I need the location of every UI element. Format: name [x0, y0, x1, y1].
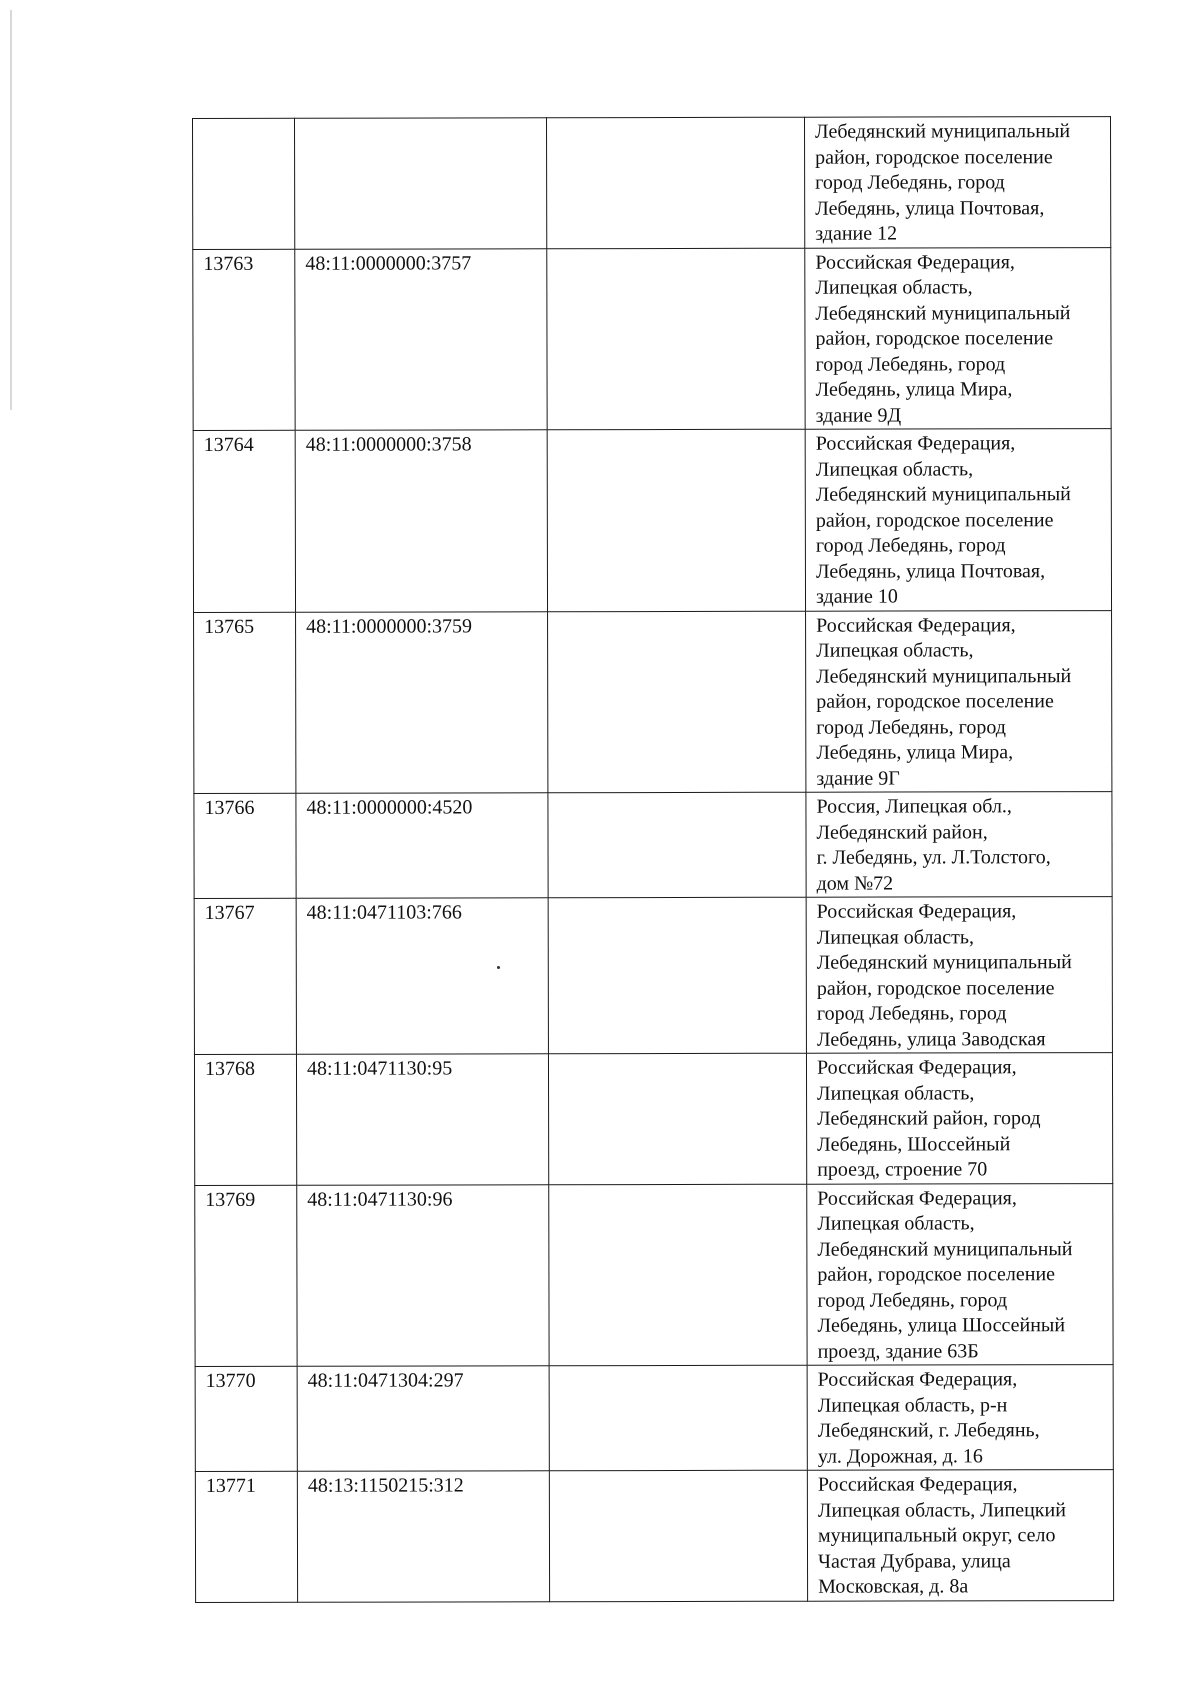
cell-number: 13768 — [194, 1054, 296, 1185]
cell-address: Российская Федерация, Липецкая область, Липецкий муниципальный округ, село Частая Дубрава, улица Московская, д. 8а — [807, 1470, 1113, 1601]
cell-cadastral-number: 48:11:0000000:3757 — [295, 248, 547, 430]
table-row — [195, 1183, 1113, 1366]
cell-cadastral-number: 48:11:0471130:95 — [296, 1054, 548, 1185]
cell-address: Российская Федерация, Липецкая область, р-н Лебедянский, г. Лебедянь, ул. Дорожная, д. 16 — [807, 1365, 1113, 1471]
table-row — [194, 897, 1112, 1055]
cell-address: Российская Федерация, Липецкая область, Лебедянский муниципальный район, городское поселение город Лебедянь, город Лебедянь, улица Мира, здание 9Г — [806, 610, 1112, 792]
table-row — [193, 117, 1111, 249]
cell-number — [193, 118, 295, 249]
cell-address: Российская Федерация, Липецкая область, Лебедянский муниципальный район, городское поселение город Лебедянь, город Лебедянь, улица Мира, здание 9Д — [805, 247, 1111, 429]
table-row — [193, 429, 1111, 612]
cell-empty — [547, 248, 805, 430]
cell-empty — [548, 1053, 806, 1184]
cell-number: 13764 — [193, 430, 295, 612]
cell-number: 13771 — [195, 1471, 297, 1602]
table-row — [195, 1470, 1113, 1602]
cell-empty — [548, 792, 806, 898]
cell-empty — [549, 1365, 807, 1471]
cell-number: 13766 — [194, 793, 296, 898]
cell-address: Российская Федерация, Липецкая область, Лебедянский район, город Лебедянь, Шоссейный проезд, строение 70 — [806, 1053, 1112, 1184]
table-row — [194, 1053, 1112, 1185]
cell-empty — [547, 117, 805, 248]
cell-number: 13769 — [195, 1185, 297, 1367]
cell-number: 13767 — [194, 898, 296, 1054]
cell-cadastral-number: 48:13:1150215:312 — [297, 1471, 549, 1602]
cell-number: 13763 — [193, 249, 295, 431]
cell-address: Российская Федерация, Липецкая область, Лебедянский муниципальный район, городское поселение город Лебедянь, город Лебедянь, улица Шоссейный проезд, здание 63Б — [807, 1183, 1113, 1365]
cell-cadastral-number: 48:11:0471130:96 — [297, 1184, 549, 1366]
cell-empty — [548, 611, 806, 793]
cell-cadastral-number: 48:11:0000000:3759 — [296, 611, 548, 793]
cell-cadastral-number: 48:11:0471103:766 — [296, 898, 548, 1055]
cell-number: 13770 — [195, 1366, 297, 1471]
table-row — [194, 610, 1112, 793]
cell-empty — [549, 1184, 807, 1366]
cell-address: Российская Федерация, Липецкая область, Лебедянский муниципальный район, городское поселение город Лебедянь, город Лебедянь, улица Заводская — [806, 897, 1112, 1054]
registry-table — [192, 116, 1114, 1602]
cell-address: Лебедянский муниципальный район, городское поселение город Лебедянь, город Лебедянь, улица Почтовая, здание 12 — [804, 117, 1110, 248]
scan-edge-mark — [10, 10, 12, 410]
cell-empty — [548, 897, 806, 1054]
cell-number: 13765 — [194, 612, 296, 794]
cell-address: Российская Федерация, Липецкая область, Лебедянский муниципальный район, городское поселение город Лебедянь, город Лебедянь, улица Почтовая, здание 10 — [805, 429, 1111, 611]
table-row — [193, 247, 1111, 430]
cell-address: Россия, Липецкая обл., Лебедянский район, г. Лебедянь, ул. Л.Толстого, дом №72 — [806, 792, 1112, 898]
cell-cadastral-number: 48:11:0000000:4520 — [296, 793, 548, 899]
cell-empty — [547, 429, 805, 611]
table-row — [195, 1365, 1113, 1472]
cell-cadastral-number: 48:11:0471304:297 — [297, 1366, 549, 1472]
cell-cadastral-number: 48:11:0000000:3758 — [295, 430, 547, 612]
table-row — [194, 792, 1112, 899]
cell-empty — [549, 1470, 807, 1601]
cell-cadastral-number — [295, 118, 547, 249]
